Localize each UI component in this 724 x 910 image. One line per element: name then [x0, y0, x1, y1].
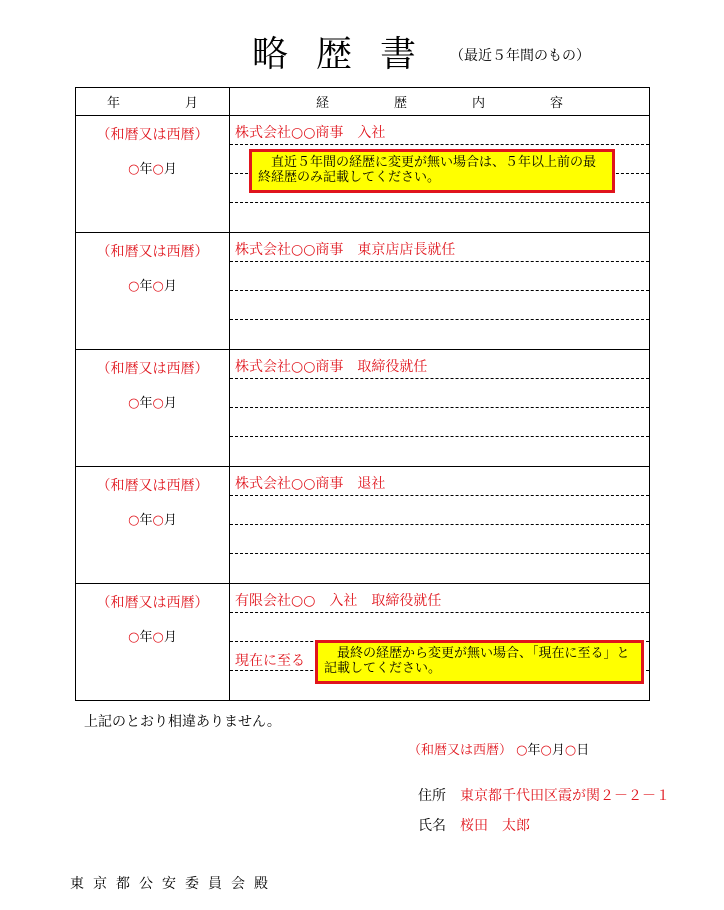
- table-row: [76, 116, 650, 233]
- date-month: ○: [152, 279, 164, 294]
- header-content: 経 歴 内 容: [230, 88, 650, 116]
- date-tsuki: 月: [163, 279, 177, 294]
- content-cell: [230, 233, 650, 350]
- date-tsuki: 月: [163, 630, 177, 645]
- instruction-note: 最終の経歴から変更が無い場合、「現在に至る」と記載してください。: [315, 640, 644, 684]
- signature-year: ○: [516, 743, 528, 758]
- name-line: [418, 815, 530, 835]
- table-row: [76, 467, 650, 584]
- career-entry: 株式会社○○商事 退社: [235, 476, 386, 492]
- signature-hi: 日: [576, 743, 590, 758]
- date-nen: 年: [139, 162, 153, 177]
- signature-date: [408, 739, 589, 758]
- date-tsuki: 月: [163, 396, 177, 411]
- name-value: 桜田 太郎: [460, 818, 530, 834]
- career-entry: 株式会社○○商事 取締役就任: [235, 359, 428, 375]
- date-cell: [76, 350, 230, 467]
- address-value: 東京都千代田区霞が関２－２－１: [460, 788, 670, 804]
- content-cell: [230, 116, 650, 233]
- date-year-month: [76, 509, 229, 528]
- date-month: ○: [152, 513, 164, 528]
- date-era: （和暦又は西暦）: [96, 244, 209, 260]
- date-year-month: [76, 392, 229, 411]
- date-era: （和暦又は西暦）: [96, 595, 209, 611]
- date-month: ○: [152, 162, 164, 177]
- date-year: ○: [128, 396, 140, 411]
- date-nen: 年: [139, 630, 153, 645]
- career-table: [75, 87, 650, 701]
- signature-nen: 年: [527, 743, 541, 758]
- date-era: （和暦又は西暦）: [96, 127, 209, 143]
- date-year: ○: [128, 162, 140, 177]
- date-cell: [76, 116, 230, 233]
- date-month: ○: [152, 396, 164, 411]
- signature-era: （和暦又は西暦）: [408, 743, 513, 758]
- date-year-month: [76, 158, 229, 177]
- ruled-line: [230, 525, 649, 554]
- content-cell: [230, 467, 650, 584]
- ruled-line: [230, 262, 649, 291]
- date-nen: 年: [139, 279, 153, 294]
- signature-day: ○: [564, 743, 577, 758]
- career-entry: 株式会社○○商事 東京店店長就任: [235, 242, 456, 258]
- document-title: 略歴書: [252, 34, 445, 75]
- date-tsuki: 月: [163, 513, 177, 528]
- date-cell: [76, 467, 230, 584]
- date-year: ○: [128, 513, 140, 528]
- date-nen: 年: [139, 513, 153, 528]
- content-cell: [230, 350, 650, 467]
- signature-tsuki: 月: [551, 743, 565, 758]
- table-row: [76, 584, 650, 701]
- table-row: [76, 350, 650, 467]
- ruled-line: [230, 408, 649, 437]
- date-era: （和暦又は西暦）: [96, 478, 209, 494]
- signature-month: ○: [540, 743, 552, 758]
- document-subtitle: （最近５年間のもの）: [450, 48, 590, 64]
- ruled-line: [230, 496, 649, 525]
- header-date: 年 月: [76, 88, 230, 116]
- table-header-row: [76, 88, 650, 116]
- date-year: ○: [128, 630, 140, 645]
- career-entry: 株式会社○○商事 入社: [235, 125, 386, 141]
- instruction-note: 直近５年間の経歴に変更が無い場合は、５年以上前の最終経歴のみ記載してください。: [249, 149, 615, 193]
- date-nen: 年: [139, 396, 153, 411]
- content-cell: [230, 584, 650, 701]
- career-entry: 有限会社○○ 入社 取締役就任: [235, 593, 442, 609]
- date-cell: [76, 584, 230, 701]
- declaration-text: 上記のとおり相違ありません。: [84, 714, 281, 730]
- address-label: 住所: [418, 788, 446, 804]
- date-year-month: [76, 275, 229, 294]
- recipient: 東京都公安委員会殿: [70, 876, 277, 892]
- date-tsuki: 月: [163, 162, 177, 177]
- address-line: [418, 785, 670, 805]
- career-entry-current: 現在に至る: [235, 653, 305, 669]
- date-cell: [76, 233, 230, 350]
- ruled-line: [230, 379, 649, 408]
- date-era: （和暦又は西暦）: [96, 361, 209, 377]
- date-year: ○: [128, 279, 140, 294]
- date-month: ○: [152, 630, 164, 645]
- table-row: [76, 233, 650, 350]
- name-label: 氏名: [418, 818, 446, 834]
- ruled-line: [230, 613, 649, 642]
- ruled-line: [230, 291, 649, 320]
- date-year-month: [76, 626, 229, 645]
